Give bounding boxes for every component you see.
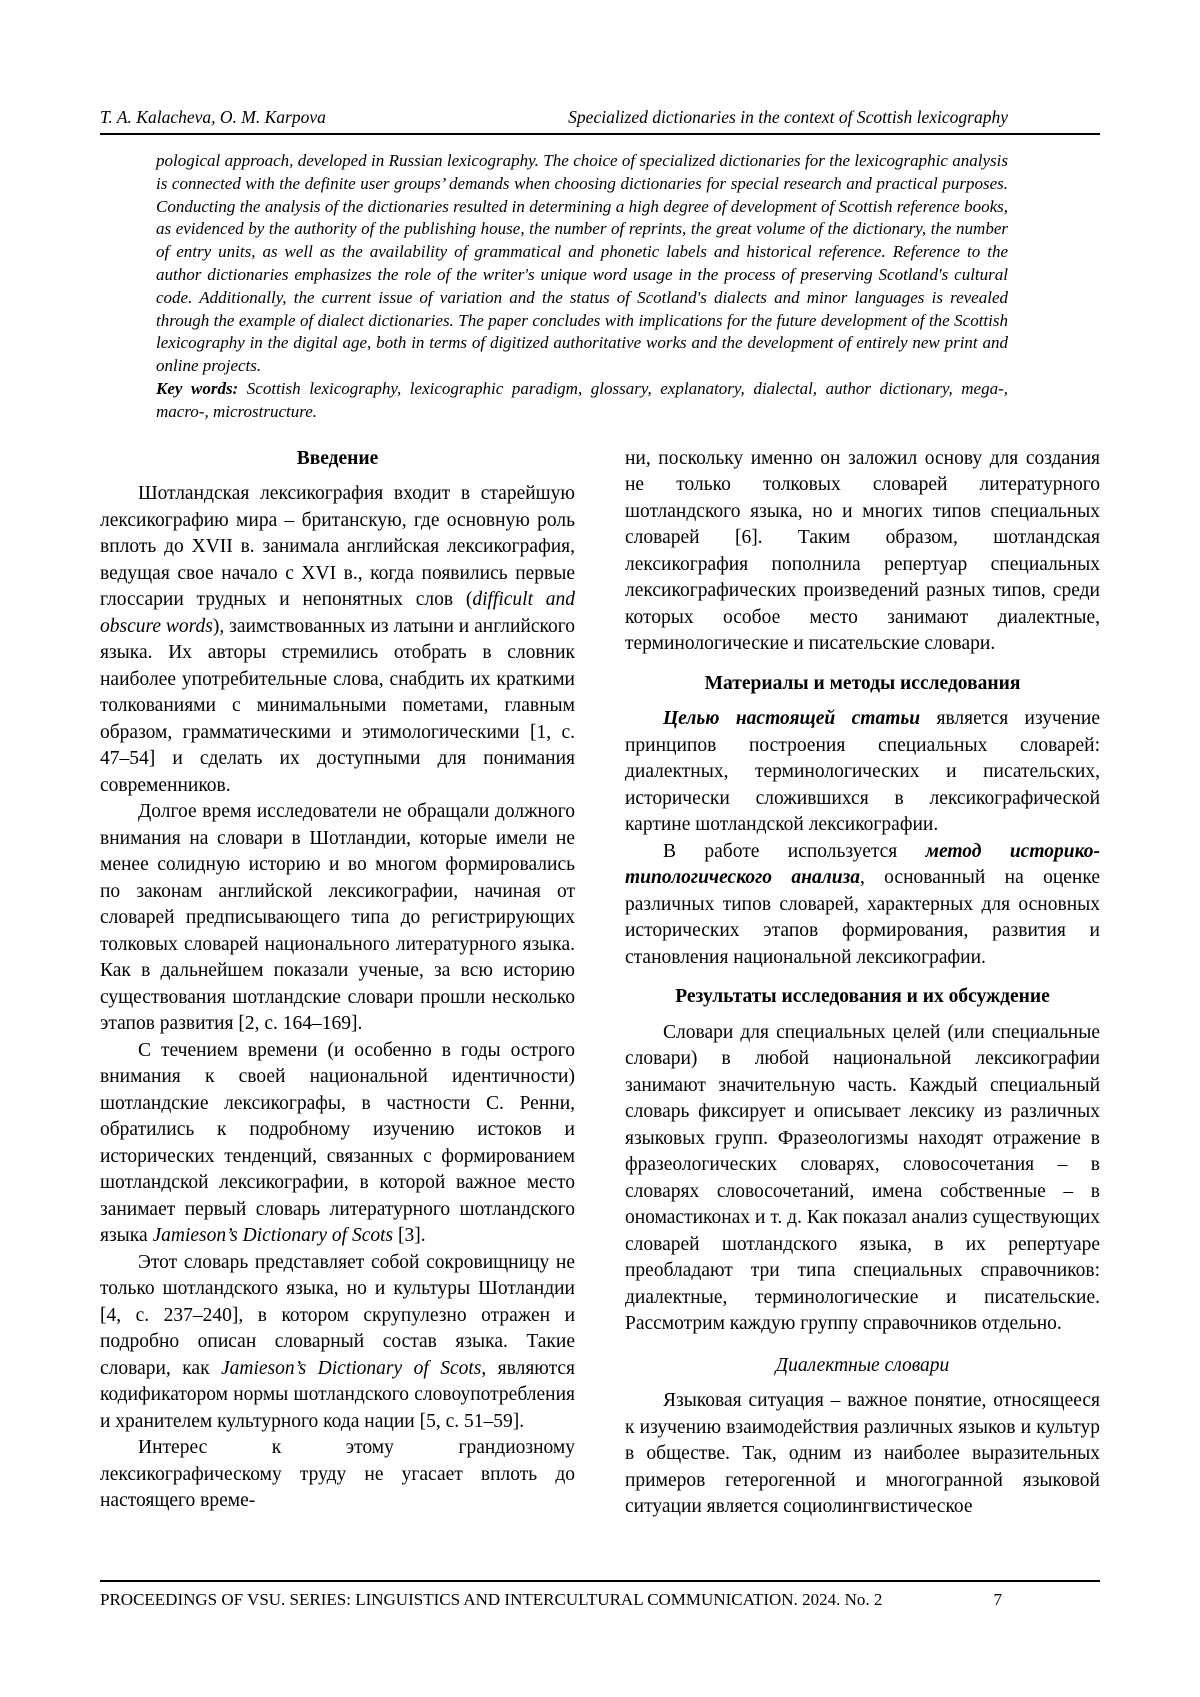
text-run: является изучение принципов построения специальных словарей: диалектных, терминологических и писательских, исторически сложившихся в лексикографической картине шотландской лексикографии. <box>625 708 1100 836</box>
running-head <box>100 106 1100 128</box>
running-head-title: Specialized dictionaries in the context of Scottish lexicography <box>568 107 1008 127</box>
text-run: Введение <box>296 447 379 469</box>
emphasized-text: метод историко-типологического анализа <box>625 840 1100 889</box>
emphasized-text: Целью настоящей статьи <box>663 708 921 730</box>
text-run: Долгое время исследователи не обращали должного внимания на словари в Шотландии, которые имели не менее солидную историю и во многом формировались по законам английской лексикографии, начиная от словарей предписывающего типа до регистрирующих толковых словарей национального литературного языка. Как в дальнейшем показали ученые, за всю историю существования шотландские словари прошли несколько этапов развития [2, с. 164–169]. <box>100 801 575 1035</box>
paragraph <box>100 1250 575 1436</box>
text-run: Шотландская лексикография входит в старейшую лексикографию мира – британскую, где основную роль вплоть до XVII в. занимала английская лексикография, ведущая свое начало с XVI в., когда появились первые глоссарии трудных и непонятных слов ( <box>100 483 575 611</box>
text-run: Этот словарь представляет собой сокровищницу не только шотландского языка, но и культуры Шотландии [4, с. 237–240], в котором скрупулезно отражен и подробно описан словарный состав языка. Такие словари, как <box>100 1251 575 1379</box>
footer-journal-title: PROCEEDINGS OF VSU. SERIES: LINGUISTICS AND INTERCULTURAL COMMUNICATION. 2024. No. 2 <box>100 1590 883 1609</box>
section-heading <box>100 446 575 473</box>
section-heading <box>625 671 1100 698</box>
text-run: ни, поскольку именно он заложил основу для создания не только толковых словарей литературного шотландского языка, но и многих типов специальных словарей [6]. Таким образом, шотландская лексикография пополнила репертуар специальных лексикографических произведений разных типов, среди которых особое место занимают диалектные, терминологические и писательские словари. <box>625 447 1100 655</box>
paragraph <box>100 799 575 1038</box>
running-head-authors: T. A. Kalacheva, O. M. Karpova <box>100 107 326 127</box>
article-body <box>100 446 1100 1521</box>
text-run: , основанный на оценке различных типов словарей, характерных для основных исторических этапов формирования, развития и становления национальной лексикографии. <box>625 867 1100 968</box>
footer-rule <box>100 1580 1100 1582</box>
text-run: Словари для специальных целей (или специальные словари) в любой национальной лексикографии занимают значительную часть. Каждый специальный словарь фиксирует и описывает лексику из различных языковых групп. Фразеологизмы находят отражение в фразеологических словарях, словосочетания – в словарях словосочетаний, имена собственные – в ономастиконах и т. д. Как показал анализ существующих словарей шотландского языка, в их репертуаре преобладают три типа специальных справочников: диалектные, терминологические и писательские. Рассмотрим каждую группу справочников отдельно. <box>625 1021 1100 1335</box>
paragraph <box>100 1038 575 1250</box>
text-run: являются кодификатором нормы шотландского словоупотребления и хранителем культурного кода нации [5, с. 51–59]. <box>100 1357 575 1432</box>
text-run: Языковая ситуация – важное понятие, относящееся к изучению взаимодействия различных языков и культур в обществе. Так, одним из наиболее выразительных примеров гетерогенной и многогранной языковой ситуации является социолингвистическое <box>625 1390 1100 1518</box>
paragraph <box>625 706 1100 839</box>
text-run: В работе используется <box>663 840 926 862</box>
header-rule <box>100 133 1100 135</box>
paragraph <box>625 1020 1100 1338</box>
paragraph <box>625 446 1100 658</box>
emphasized-text: Jamieson’s Dictionary of Scots <box>152 1225 394 1247</box>
text-run: ), заимствованных из латыни и английского языка. Их авторы стремились отобрать в словник наиболее употребительные слова, снабдить их краткими толкованиями с минимальными пометами, главным образом, грамматическими и этимологическими [1, с. 47–54] и сделать их доступными для понимания современников. <box>100 615 575 796</box>
page-footer <box>100 1580 1100 1611</box>
abstract-text: pological approach, developed in Russian lexicography. The choice of specialized dictionaries for the lexicographic analysis is connected with the definite user groups’ demands when choosing dictionaries for special research and practical purposes. Conducting the analysis of the dictionaries resulted in determining a high degree of development of Scottish reference books, as evidenced by the authority of the publishing house, the number of reprints, the great volume of the dictionary, the number of entry units, as well as the availability of grammatical and phonetic labels and historical reference. Reference to the author dictionaries emphasizes the role of the writer's unique word usage in the process of preserving Scotland's cultural code. Additionally, the current issue of variation and the status of Scotland's dialects and minor languages is revealed through the example of dialect dictionaries. The paper concludes with implications for the future development of the Scottish lexicography in the digital age, both in terms of digitized authoritative works and the development of entirely new print and online projects. <box>156 151 1008 376</box>
footer-row <box>100 1589 1100 1611</box>
keywords-text: Scottish lexicography, lexicographic paradigm, glossary, explanatory, dialectal, author dictionary, mega-, macro-, microstructure. <box>156 378 1008 421</box>
footer-page-number: 7 <box>993 1590 1002 1609</box>
column-right <box>625 446 1100 1521</box>
text-run: Результаты исследования и их обсуждение <box>675 986 1050 1008</box>
paragraph <box>100 481 575 799</box>
section-heading <box>625 984 1100 1011</box>
keywords-label: Key words: <box>156 378 239 398</box>
paragraph <box>100 1435 575 1515</box>
subsection-heading <box>625 1353 1100 1380</box>
paragraph <box>625 839 1100 972</box>
column-left <box>100 446 575 1521</box>
text-run: Материалы и методы исследования <box>704 672 1021 694</box>
keywords-line <box>156 378 1008 424</box>
text-run: С течением времени (и особенно в годы острого внимания к своей национальной идентичности) шотландские лексикографы, в частности С. Ренни, обратились к подробному изучению истоков и исторических тенденций, связанных с формированием шотландской лексикографии, в которой важное место занимает первый словарь литературного шотландского языка <box>100 1039 575 1247</box>
text-run: Диалектные словари <box>775 1354 950 1376</box>
emphasized-text: difficult and obscure words <box>100 589 575 637</box>
text-run: [3]. <box>393 1225 426 1247</box>
abstract-block <box>156 150 1008 424</box>
text-run: Интерес к этому грандиозному лексикографическому труду не угасает вплоть до настоящего време- <box>100 1437 575 1512</box>
page-content <box>100 106 1100 1521</box>
paragraph <box>625 1388 1100 1521</box>
emphasized-text: Jamieson’s Dictionary of Scots, <box>221 1357 487 1379</box>
